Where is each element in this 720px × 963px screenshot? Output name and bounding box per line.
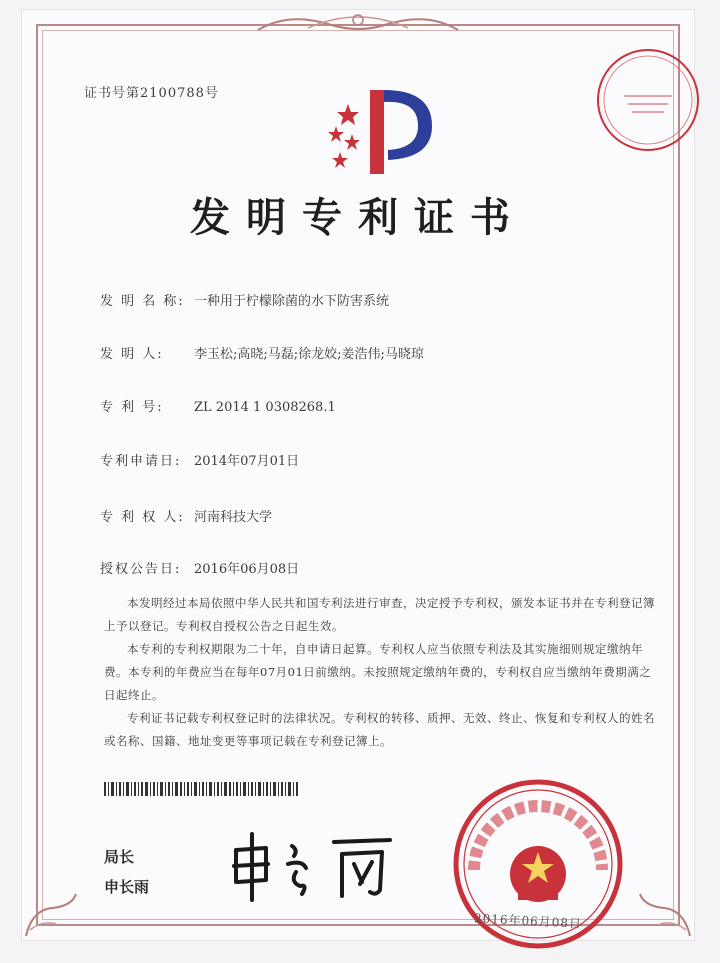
- body-paragraph: 专利证书记载专利权登记时的法律状况。专利权的转移、质押、无效、终止、恢复和专利权人的姓名或名称、国籍、地址变更等事项记载在专利登记簿上。: [104, 711, 655, 748]
- certificate-number: 证书号第2100788号: [84, 86, 219, 101]
- field-label: 专 利 权 人:: [100, 510, 185, 525]
- field-label: 发 明 人:: [100, 347, 164, 362]
- barcode-icon: [104, 782, 300, 796]
- certificate-body-text: [104, 592, 660, 753]
- field-value: 2014年07月01日: [194, 454, 300, 469]
- field-value: ZL 2014 1 0308268.1: [194, 400, 336, 415]
- field-label: 专利申请日:: [100, 454, 182, 469]
- field-value: 河南科技大学: [194, 510, 273, 525]
- field-value: 一种用于柠檬除菌的水下防害系统: [194, 294, 390, 309]
- body-paragraph: 本发明经过本局依照中华人民共和国专利法进行审查，决定授予专利权，颁发本证书并在专利登记簿上予以登记。专利权自授权公告之日起生效。: [104, 596, 655, 633]
- seal-date: 2016年06月08日: [473, 911, 583, 931]
- small-seal-icon: [594, 46, 702, 154]
- field-label: 发 明 名 称:: [100, 294, 185, 309]
- field-value: 李玉松;高晓;马磊;徐龙姣;姜浩伟;马晓琼: [194, 347, 424, 362]
- field-grant-date: [100, 558, 299, 577]
- chief-name: 申长雨: [104, 878, 150, 896]
- sipo-logo-icon: [318, 82, 450, 182]
- field-invention-name: [100, 290, 389, 309]
- field-value: 2016年06月08日: [194, 562, 300, 577]
- field-patent-number: [100, 396, 336, 415]
- top-ornament-icon: [248, 10, 468, 38]
- field-inventors: [100, 343, 424, 362]
- bottom-right-ornament-icon: [634, 890, 694, 940]
- patent-certificate: [22, 10, 694, 940]
- field-patentee: [100, 506, 272, 525]
- bottom-left-ornament-icon: [22, 890, 82, 940]
- signature-icon: [222, 820, 412, 910]
- body-paragraph: 本专利的专利权期限为二十年，自申请日起算。专利权人应当依照专利法及其实施细则规定缴纳年费。本专利的年费应当在每年07月01日前缴纳。未按照规定缴纳年费的，专利权自应当缴纳年费期满之日起终止。: [104, 642, 652, 702]
- chief-title: 局长: [104, 848, 135, 866]
- field-application-date: [100, 450, 299, 469]
- field-label: 授权公告日:: [100, 562, 182, 577]
- certificate-title: 发明专利证书: [190, 194, 526, 241]
- field-label: 专 利 号:: [100, 400, 164, 415]
